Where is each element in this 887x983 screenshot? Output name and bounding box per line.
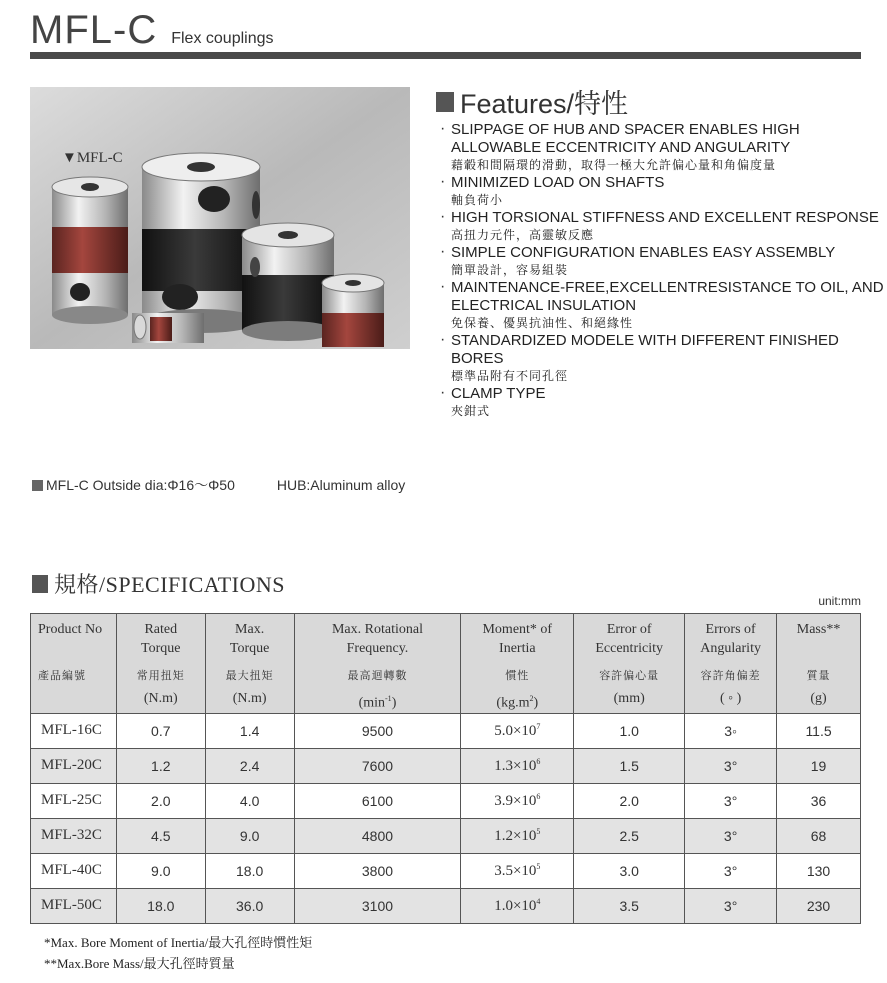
cell-frequency: 6100 <box>294 783 461 818</box>
inertia-mantissa: 3.5×10 <box>494 862 537 879</box>
features-heading <box>436 82 628 121</box>
col-header-mass <box>777 614 861 714</box>
specifications-table <box>30 613 861 924</box>
header-zh: 常用扭矩 <box>136 669 185 682</box>
col-header-max-rotational-frequency <box>294 614 461 714</box>
header-en: Errors of Angularity <box>700 622 761 656</box>
cell-rated-torque: 9.0 <box>116 853 205 888</box>
feature-item <box>440 385 885 420</box>
cell-inertia <box>461 713 574 748</box>
header-zh: 慣性 <box>505 669 530 682</box>
cell-max-torque: 9.0 <box>205 818 294 853</box>
header-zh: 容許角偏差 <box>700 669 761 682</box>
inertia-exponent: 6 <box>536 791 541 801</box>
info-line <box>32 475 405 495</box>
unit-label: unit:mm <box>818 594 861 608</box>
feature-text-en: · STANDARDIZED MODELE WITH DIFFERENT FINISHED BORES <box>451 332 839 367</box>
hub-material-text: HUB:Aluminum alloy <box>276 477 406 493</box>
cell-max-torque: 1.4 <box>205 713 294 748</box>
cell-product: MFL-25C <box>31 783 117 818</box>
feature-text-en: · SIMPLE CONFIGURATION ENABLES EASY ASSEMBLY <box>451 244 836 261</box>
header-unit: (N.m) <box>232 691 267 706</box>
feature-text-zh: 軸負荷小 <box>451 193 504 207</box>
coupling-illustration <box>30 87 410 349</box>
footnotes <box>44 932 312 974</box>
inertia-mantissa: 1.2×10 <box>494 827 537 844</box>
square-bullet-icon <box>32 575 48 593</box>
page-header <box>30 8 274 54</box>
cell-eccentricity: 1.0 <box>574 713 685 748</box>
photo-caption: ▼MFL-C <box>62 150 123 166</box>
cell-mass: 130 <box>777 853 861 888</box>
cell-inertia <box>461 783 574 818</box>
table-row <box>31 783 861 818</box>
table-row <box>31 888 861 923</box>
features-title: Features/特性 <box>460 89 629 119</box>
col-header-product <box>31 614 117 714</box>
cell-max-torque: 2.4 <box>205 748 294 783</box>
cell-max-torque: 4.0 <box>205 783 294 818</box>
col-header-rated-torque <box>116 614 205 714</box>
cell-mass: 36 <box>777 783 861 818</box>
header-zh: 最大扭矩 <box>225 669 274 682</box>
feature-text-en: · HIGH TORSIONAL STIFFNESS AND EXCELLENT RESPONSE <box>451 209 879 226</box>
square-bullet-icon <box>32 480 43 491</box>
cell-frequency: 9500 <box>294 713 461 748</box>
cell-frequency: 4800 <box>294 818 461 853</box>
model-subtitle: Flex couplings <box>171 30 274 47</box>
col-header-max-torque <box>205 614 294 714</box>
feature-item <box>440 332 885 385</box>
cell-mass: 11.5 <box>777 713 861 748</box>
cell-angularity: 3° <box>685 818 777 853</box>
inertia-exponent: 6 <box>536 756 541 766</box>
header-en: Rated Torque <box>141 622 181 656</box>
feature-text-zh: 藉轂和間隔環的滑動，取得一極大允許偏心量和角偏度量 <box>451 158 777 172</box>
cell-frequency: 3100 <box>294 888 461 923</box>
col-header-moment-of-inertia <box>461 614 574 714</box>
specs-title: 規格/SPECIFICATIONS <box>54 572 285 597</box>
outside-diameter-text: MFL-C Outside dia:Φ16～Φ50 <box>46 477 235 493</box>
cell-rated-torque: 0.7 <box>116 713 205 748</box>
features-list <box>440 121 885 420</box>
header-unit: $(kg.m^2)$ <box>496 694 539 711</box>
header-zh: 最高迴轉數 <box>347 669 408 682</box>
header-en: Max. Rotational Frequency. <box>331 622 423 656</box>
model-title: MFL-C <box>30 8 158 52</box>
feature-text-zh: 免保養、優異抗油性、和絕緣性 <box>451 316 634 330</box>
cell-max-torque: 36.0 <box>205 888 294 923</box>
feature-text-zh: 高扭力元件，高靈敏反應 <box>451 228 595 242</box>
cell-eccentricity: 2.5 <box>574 818 685 853</box>
cell-angularity: 3° <box>685 853 777 888</box>
inertia-mantissa: 1.0×10 <box>494 897 537 914</box>
cell-rated-torque: 1.2 <box>116 748 205 783</box>
feature-item <box>440 121 885 174</box>
cell-inertia <box>461 888 574 923</box>
header-en: Max. Torque <box>229 622 270 656</box>
cell-inertia <box>461 748 574 783</box>
inertia-exponent: 7 <box>536 721 541 731</box>
header-unit: (g) <box>810 691 827 706</box>
feature-item <box>440 279 885 332</box>
cell-eccentricity: 2.0 <box>574 783 685 818</box>
col-header-error-of-eccentricity <box>574 614 685 714</box>
cell-product: MFL-40C <box>31 853 117 888</box>
cell-eccentricity: 1.5 <box>574 748 685 783</box>
product-photo <box>30 87 410 349</box>
inertia-exponent: 5 <box>536 826 541 836</box>
inertia-exponent: 4 <box>536 896 541 906</box>
header-zh: 產品編號 <box>38 669 86 682</box>
header-en: Product No <box>38 622 103 637</box>
table-row <box>31 818 861 853</box>
feature-text-en: · MINIMIZED LOAD ON SHAFTS <box>451 174 665 191</box>
inertia-mantissa: 3.9×10 <box>494 792 537 809</box>
col-header-errors-of-angularity <box>685 614 777 714</box>
cell-eccentricity: 3.0 <box>574 853 685 888</box>
square-bullet-icon <box>436 92 454 112</box>
header-en: Error of Eccentricity <box>595 622 663 656</box>
table-header-row <box>31 614 861 714</box>
cell-product: MFL-20C <box>31 748 117 783</box>
feature-text-en: · SLIPPAGE OF HUB AND SPACER ENABLES HIGH ALLOWABLE ECCENTRICITY AND ANGULARITY <box>451 121 800 156</box>
cell-angularity: 3° <box>685 888 777 923</box>
cell-rated-torque: 2.0 <box>116 783 205 818</box>
cell-eccentricity: 3.5 <box>574 888 685 923</box>
header-unit: $(\min^{-1})$ <box>358 694 397 711</box>
header-unit: (mm) <box>613 691 645 706</box>
feature-text-zh: 簡單設計，容易組裝 <box>451 263 569 277</box>
feature-item <box>440 174 885 209</box>
feature-text-zh: 夾鉗式 <box>451 404 491 418</box>
header-en: Mass** <box>796 622 841 637</box>
footnote-mass: **Max.Bore Mass/最大孔徑時質量 <box>44 956 235 971</box>
cell-product: MFL-16C <box>31 713 117 748</box>
cell-frequency: 7600 <box>294 748 461 783</box>
header-zh: 容許偏心量 <box>599 669 660 682</box>
feature-text-en: · CLAMP TYPE <box>451 385 546 402</box>
feature-text-zh: 標準品附有不同孔徑 <box>451 369 569 383</box>
cell-rated-torque: 18.0 <box>116 888 205 923</box>
header-divider <box>30 52 861 59</box>
feature-item <box>440 209 885 244</box>
table-row <box>31 713 861 748</box>
cell-angularity: 3◦ <box>685 713 777 748</box>
header-unit: ( ◦ ) <box>719 691 742 706</box>
inertia-mantissa: 1.3×10 <box>494 757 537 774</box>
header-unit: (N.m) <box>143 691 178 706</box>
cell-rated-torque: 4.5 <box>116 818 205 853</box>
cell-product: MFL-50C <box>31 888 117 923</box>
cell-angularity: 3° <box>685 783 777 818</box>
cell-mass: 19 <box>777 748 861 783</box>
cell-angularity: 3° <box>685 748 777 783</box>
cell-mass: 230 <box>777 888 861 923</box>
inertia-mantissa: 5.0×10 <box>494 722 537 739</box>
cell-inertia <box>461 818 574 853</box>
cell-mass: 68 <box>777 818 861 853</box>
feature-item <box>440 244 885 279</box>
cell-product: MFL-32C <box>31 818 117 853</box>
footnote-inertia: *Max. Bore Moment of Inertia/最大孔徑時慣性矩 <box>44 935 313 950</box>
cell-inertia <box>461 853 574 888</box>
table-row <box>31 853 861 888</box>
header-zh: 質量 <box>806 669 831 682</box>
cell-frequency: 3800 <box>294 853 461 888</box>
header-en: Moment* of Inertia <box>482 622 553 656</box>
table-row <box>31 748 861 783</box>
feature-text-en: · MAINTENANCE-FREE,EXCELLENTRESISTANCE TO OIL, AND ELECTRICAL INSULATION <box>451 279 884 314</box>
cell-max-torque: 18.0 <box>205 853 294 888</box>
specs-heading <box>32 568 285 599</box>
inertia-exponent: 5 <box>536 861 541 871</box>
